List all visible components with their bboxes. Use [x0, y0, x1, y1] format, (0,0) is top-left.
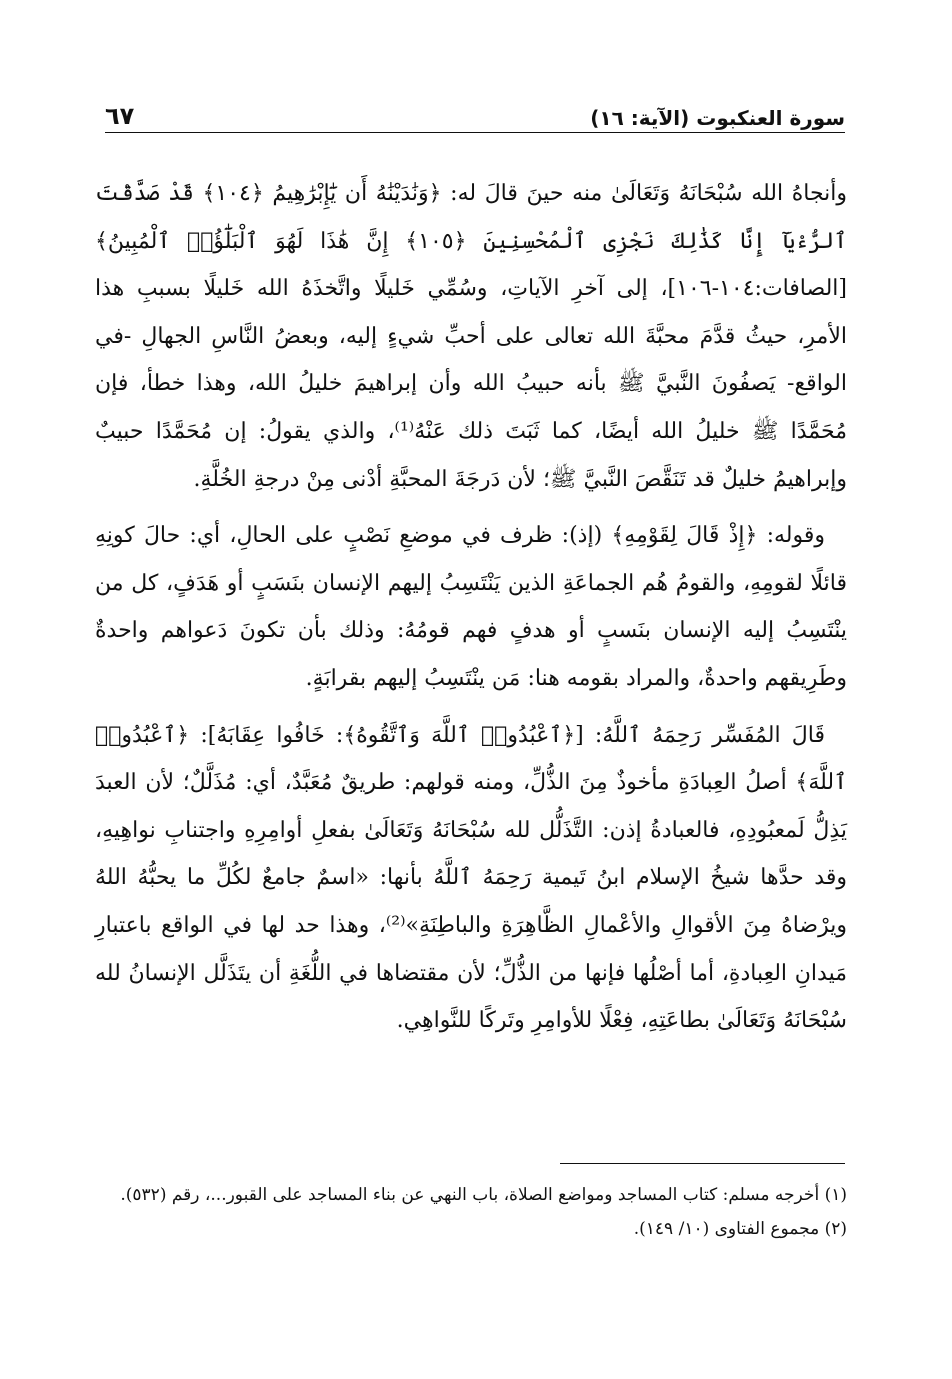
footnote: (٢) مجموع الفتاوى (١٠/ ١٤٩).: [633, 1219, 847, 1239]
paragraph: وقوله: ﴿إِذْ قَالَ لِقَوْمِهِ﴾ (إذ): ظرف في موضعِ نَصْبٍ على الحالِ، أي: حالَ كونِهِ قائلًا لقومِهِ، والقومُ هُم الجماعَةِ الذين يَنْتَسِبُ إليهم الإنسان بنَسَبٍ أو هَدَفٍ، كل من ينْتَسِبُ إليه الإنسان بنَسبٍ أو هدفٍ فهم قومُهُ: وذلك بأن تكونَ دَعواهم واحدةٌ وطَرِيقهم واحدةٌ، والمراد بقومه هنا: مَن ينْتَسِبُ إليهم بقرابَةٍ.: [95, 523, 847, 691]
header-divider: [105, 132, 845, 133]
footnotes: [95, 1180, 847, 1248]
page-header: [105, 94, 845, 130]
chapter-title: سورة العنكبوت (الآية: ١٦): [590, 106, 845, 130]
footnote-divider: [560, 1163, 845, 1164]
footnote: (١) أخرجه مسلم: كتاب المساجد ومواضع الصلاة، باب النهي عن بناء المساجد على القبور...، رقم (٥٣٢).: [120, 1185, 847, 1205]
main-text: [95, 170, 847, 1054]
page-number: ٦٧: [105, 102, 135, 130]
paragraph: وأنجاهُ الله سُبْحَانَهُ وَتَعَالَىٰ منه حينَ قالَ له: ﴿وَنَٰدَيْنَٰهُ أَن يَٰٓإِبْرَٰهِيمُ ﴿١٠٤﴾ قَدْ صَدَّقْتَ ٱلرُّءْيَآ إِنَّا كَذَٰلِكَ نَجْزِى ٱلْمُحْسِنِينَ ﴿١٠٥﴾ إِنَّ هَٰذَا لَهُوَ ٱلْبَلَٰٓؤُا۟ ٱلْمُبِينُ﴾ [الصافات:١٠٤-١٠٦]، إلى آخرِ الآياتِ، وسُمِّي خَليلًا واتَّخذَهُ الله خَليلًا بسببِ هذا الأمرِ، حيثُ قدَّمَ محبَّةَ الله تعالى على أحبِّ شيءٍ إليه، وبعضُ النَّاسِ الجهالِ -في الواقع- يَصفُونَ النَّبيَّ ﷺ بأنه حبيبُ الله وأن إبراهيمَ خليلُ الله، وهذا خطأ، فإن مُحَمَّدًا ﷺ خليلُ الله أيضًا، كما ثَبَتَ ذلك عَنْهُ⁽¹⁾، والذي يقولُ: إن مُحَمَّدًا حبيبٌ وإبراهيمُ خليلٌ قد تَنَقَّصَ النَّبيَّ ﷺ؛ لأن دَرجَةَ المحبَّةِ أدْنى مِنْ درجةِ الخُلَّةِ.: [95, 181, 847, 492]
paragraph: قَالَ المُفَسِّر رَحِمَهُ ٱللَّهُ: [﴿ٱعْبُدُوا۟ ٱللَّهَ وَٱتَّقُوهُ﴾: خَافُوا عِقَابَهُ]: ﴿ٱعْبُدُوا۟ ٱللَّهَ﴾ أصلُ العِبادَةِ مأخوذٌ مِنَ الذُّلِّ، ومنه قولهم: طريقٌ مُعَبَّدٌ، أي: مُذَلَّلٌ؛ لأن العبدَ يَذِلُّ لَمعبُودِهِ، فالعبادةُ إذن: التَّذَلُّل لله سُبْحَانَهُ وَتَعَالَىٰ بفعلِ أوامِرِهِ واجتنابِ نواهِيهِ، وقد حدَّها شيخُ الإسلام ابنُ تَيمية رَحِمَهُ ٱللَّهُ بأنها: «اسمٌ جامعٌ لكُلِّ ما يحبُّهُ اللهُ ويرْضاهُ مِنَ الأقوالِ والأعْمالِ الظَّاهِرَةِ والباطِنَةِ»⁽²⁾، وهذا حد لها في الواقع باعتبارِ مَيدانِ العِبادةِ، أما أصْلُها فإنها من الذُّلِّ؛ لأن مقتضاها في اللُّغَةِ أن يتَذَلَّل الإنسانُ لله سُبْحَانَهُ وَتَعَالَىٰ بطاعَتِهِ، فِعْلًا للأوامِرِ وتَركًا للنَّواهِي.: [95, 722, 847, 1034]
